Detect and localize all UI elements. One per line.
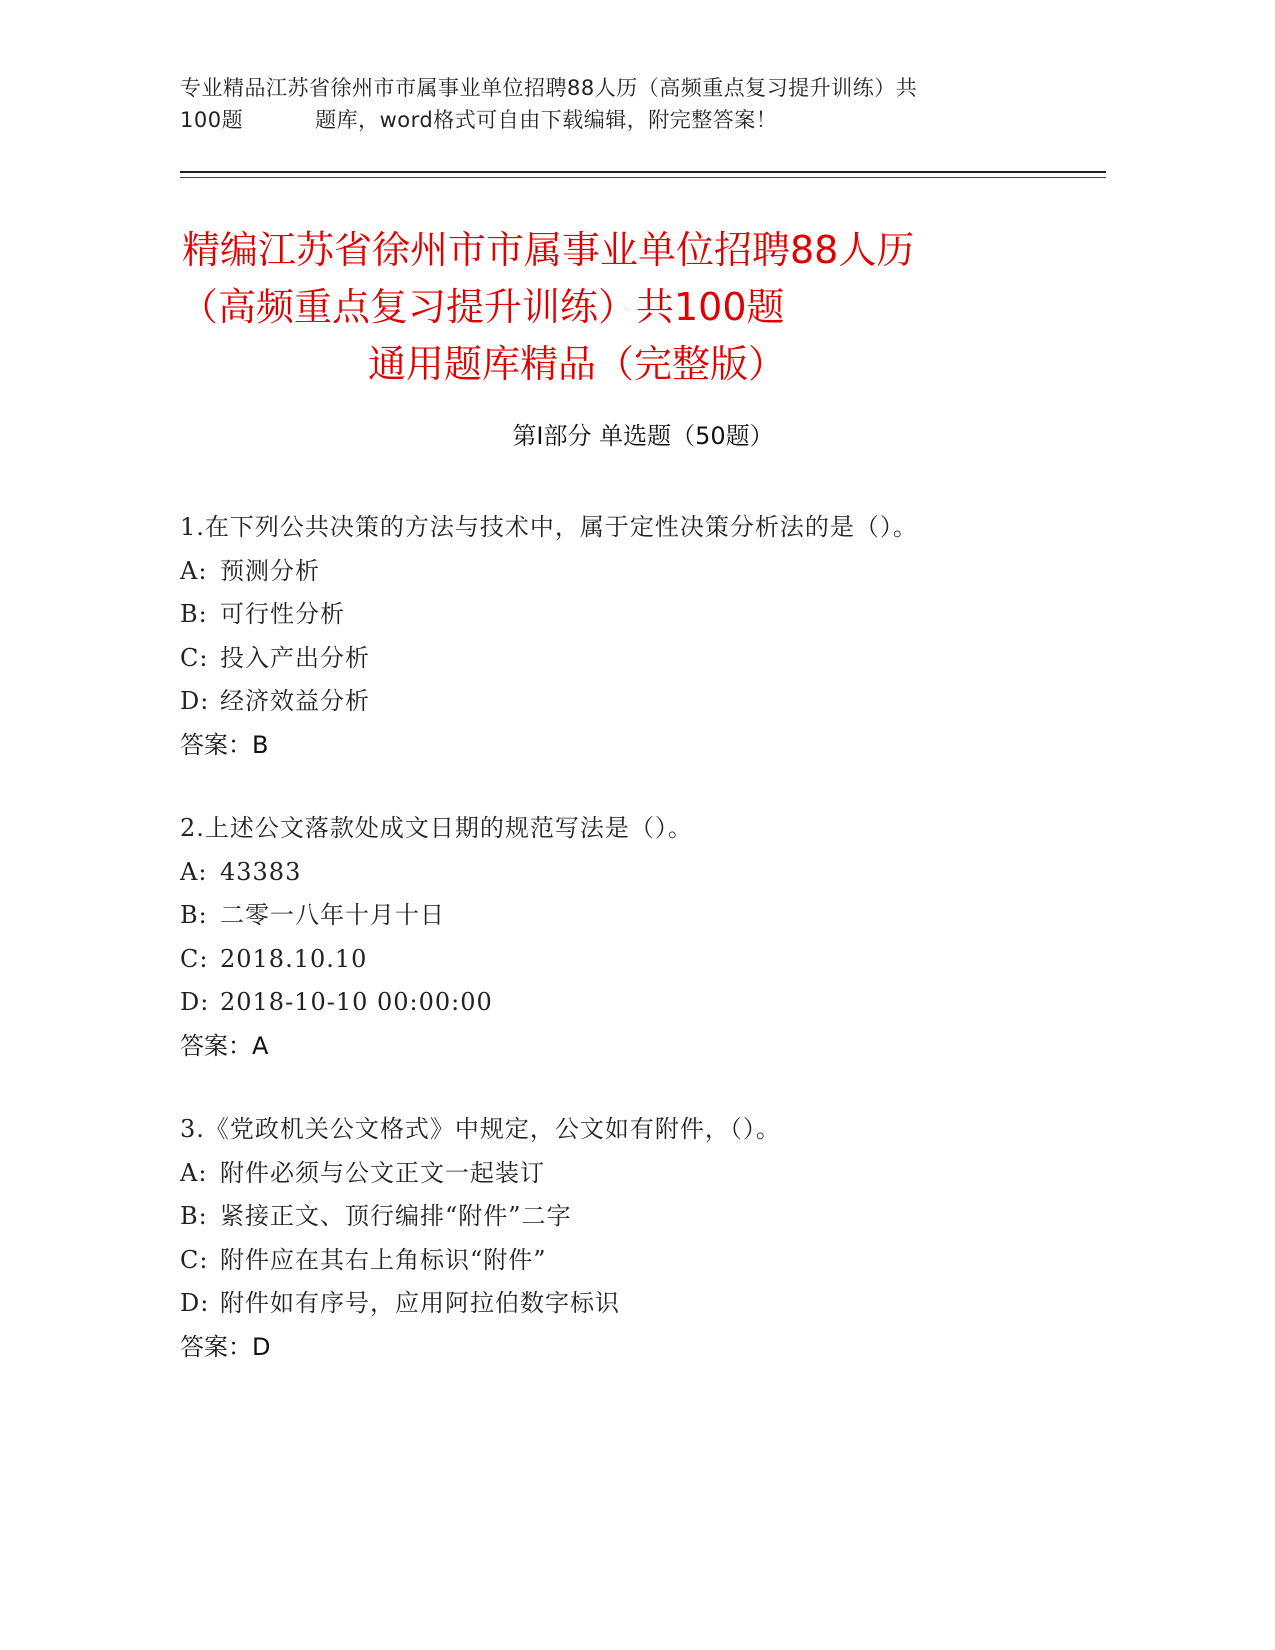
option-c	[180, 938, 1106, 982]
option-a	[180, 550, 1106, 594]
option-text: 投入产出分析	[220, 643, 370, 672]
option-text: 经济效益分析	[220, 687, 370, 715]
option-text: 可行性分析	[220, 600, 345, 628]
option-letter: A:	[180, 1158, 208, 1187]
option-c	[180, 1239, 1106, 1283]
option-letter: B:	[180, 901, 208, 929]
option-letter: B:	[180, 600, 208, 628]
option-letter: D:	[180, 687, 210, 715]
question-1	[180, 506, 1106, 767]
header-divider-thin	[180, 177, 1106, 178]
answer-line: 答案：D	[180, 1332, 271, 1361]
option-letter: C:	[180, 1245, 209, 1274]
document-title-line-3: 通用题库精品（完整版）	[368, 342, 787, 386]
option-a	[180, 851, 1106, 895]
option-letter: B:	[180, 1202, 208, 1230]
option-text: 附件应在其右上角标识“附件”	[220, 1245, 547, 1274]
header-note-count: 100题	[180, 108, 244, 132]
option-letter: C:	[180, 944, 209, 973]
question-stem: 3.《党政机关公文格式》中规定，公文如有附件，（）。	[180, 1115, 781, 1143]
option-text: 紧接正文、顶行编排“附件”二字	[220, 1202, 572, 1230]
option-c	[180, 637, 1106, 681]
option-b	[180, 894, 1106, 938]
header-note-line-1: 专业精品江苏省徐州市市属事业单位招聘88人历（高频重点复习提升训练）共	[180, 76, 918, 100]
header-note-line-2	[180, 104, 1110, 136]
question-stem: 1.在下列公共决策的方法与技术中，属于定性决策分析法的是（）。	[180, 513, 918, 541]
option-d	[180, 981, 1106, 1025]
document-title-line-1: 精编江苏省徐州市市属事业单位招聘88人历	[182, 228, 915, 272]
option-text: 43383	[220, 857, 302, 886]
option-text: 附件如有序号，应用阿拉伯数字标识	[220, 1289, 620, 1317]
option-letter: C:	[180, 643, 209, 672]
option-text: 2018-10-10 00:00:00	[220, 988, 493, 1016]
option-text: 附件必须与公文正文一起装订	[220, 1158, 545, 1187]
question-2	[180, 807, 1106, 1068]
document-title-line-2: （高频重点复习提升训练）共100题	[180, 285, 785, 329]
header-divider-thick	[180, 171, 1106, 173]
option-letter: D:	[180, 1289, 210, 1317]
option-letter: D:	[180, 988, 210, 1016]
header-note	[180, 72, 1110, 136]
header-note-description: 题库，word格式可自由下载编辑，附完整答案！	[315, 108, 778, 132]
option-letter: A:	[180, 857, 208, 886]
option-text: 二零一八年十月十日	[220, 901, 445, 929]
option-letter: A:	[180, 556, 208, 585]
option-text: 2018.10.10	[220, 944, 368, 973]
answer-line: 答案：B	[180, 730, 269, 759]
option-d	[180, 680, 1106, 724]
question-3	[180, 1108, 1106, 1369]
question-stem: 2.上述公文落款处成文日期的规范写法是（）。	[180, 814, 693, 842]
option-b	[180, 593, 1106, 637]
document-title	[180, 222, 1106, 393]
answer-line: 答案：A	[180, 1031, 269, 1060]
option-b	[180, 1195, 1106, 1239]
question-list	[180, 506, 1106, 1409]
option-d	[180, 1282, 1106, 1326]
option-a	[180, 1152, 1106, 1196]
option-text: 预测分析	[220, 556, 320, 585]
section-heading: 第Ⅰ部分 单选题（50题）	[512, 422, 774, 450]
